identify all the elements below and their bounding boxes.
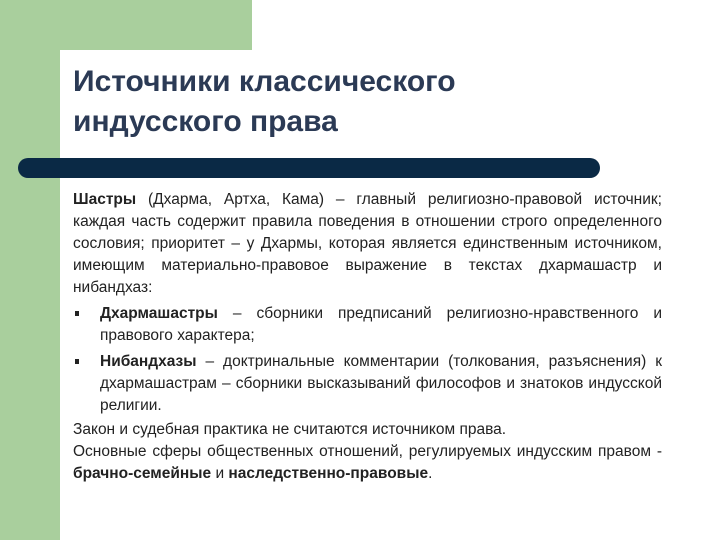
list-item-text: – сборники предписаний религиозно-нравственного и правового характера; — [100, 305, 662, 344]
paragraph-spheres-end: . — [428, 465, 433, 482]
paragraph-shastras — [73, 189, 662, 299]
list-item-text: – доктринальные комментарии (толкования, разъяснения) к дхармашастрам – сборники высказываний философов и знатоков индусской религии. — [100, 353, 662, 414]
paragraph-spheres-mid: и — [211, 465, 229, 482]
term-marriage-family: брачно-семейные — [73, 465, 212, 482]
left-decor-band — [0, 0, 60, 540]
term-inheritance: наследственно-правовые — [228, 465, 429, 482]
paragraph-shastras-text: (Дхарма, Артха, Кама) – главный религиозно-правовой источник; каждая часть содержит правила поведения в отношении строго определенного сословия; приоритет – у Дхармы, которая является единственным источником, имеющим материально-правовое выражение в текстах дхармашастр и нибандхаз: — [73, 191, 662, 296]
title-divider — [18, 158, 600, 178]
paragraph-spheres-text: Основные сферы общественных отношений, регулируемых индусским правом - — [73, 443, 662, 460]
paragraph-law-practice: Закон и судебная практика не считаются источником права. — [73, 421, 507, 438]
term-dharmashastras: Дхармашастры — [100, 305, 218, 322]
list-item — [73, 351, 662, 417]
bullet-square-icon — [75, 311, 79, 316]
slide-title — [73, 62, 456, 142]
term-nibandhas: Нибандхазы — [100, 353, 197, 370]
slide-body — [73, 189, 662, 485]
list-item — [73, 303, 662, 347]
title-line-2: индусского права — [73, 105, 338, 138]
bullet-square-icon — [75, 359, 79, 364]
sources-list — [73, 303, 662, 417]
paragraph-spheres — [73, 441, 662, 485]
title-line-1: Источники классического — [73, 65, 456, 98]
term-shastras: Шастры — [73, 191, 137, 208]
